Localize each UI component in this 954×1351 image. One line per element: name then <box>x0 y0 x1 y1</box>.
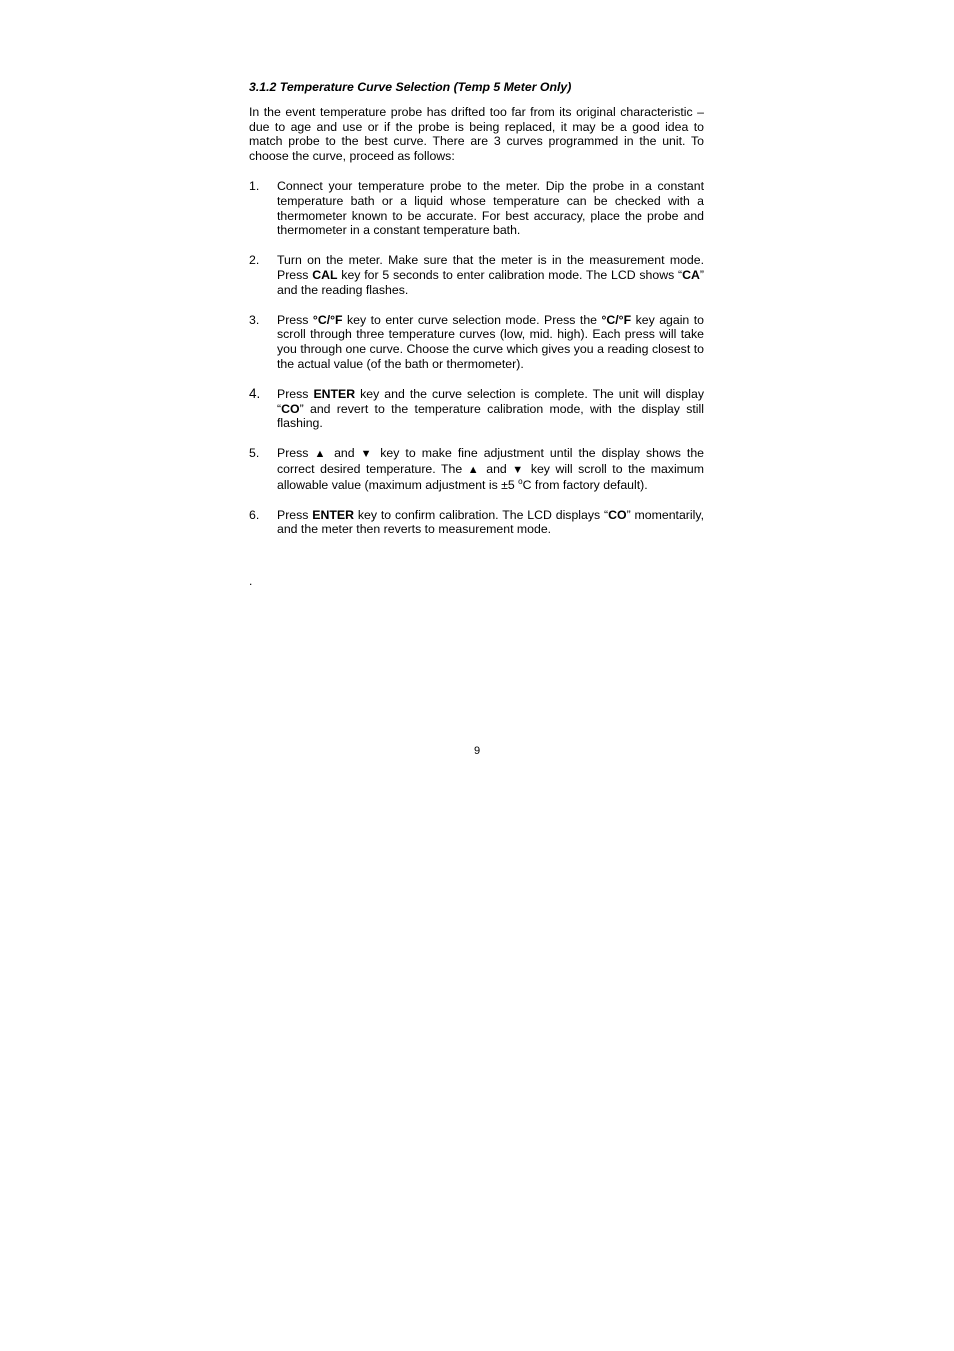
step-text: C from factory default). <box>522 477 648 492</box>
step-number: 4. <box>249 385 261 401</box>
step-number: 3. <box>249 312 260 327</box>
step-text: Press <box>277 446 315 461</box>
down-arrow-icon: ▼ <box>512 463 526 476</box>
step-number: 2. <box>249 253 260 268</box>
lcd-code: CO <box>281 401 300 416</box>
step-text: ” and revert to the temperature calibration mode, with the display still flashing. <box>277 401 704 431</box>
step-text: key to confirm calibration. The LCD displays “ <box>353 507 609 522</box>
key-label: ENTER <box>313 386 356 401</box>
step-text: key will scroll to the maximum allowable value (maximum adjustment is ±5 <box>277 461 705 492</box>
key-label: °C/°F <box>312 312 343 327</box>
step-text: Turn on the meter. Make sure that the meter is in the measurement mode. Press <box>277 253 704 282</box>
page-number: 9 <box>473 745 481 757</box>
up-arrow-icon: ▲ <box>314 448 329 461</box>
step-number: 1. <box>249 178 260 193</box>
manual-page <box>249 80 704 552</box>
steps-list <box>249 179 704 537</box>
degree-mark: o <box>518 476 523 486</box>
list-item <box>249 313 704 372</box>
intro-paragraph: In the event temperature probe has drifted too far from its original characteristic – due to age and use or if the probe is being replaced, it may be a good idea to match probe to the best curve. There are 3 curves programmed in the unit. To choose the curve, proceed as follows: <box>249 104 704 164</box>
step-text: and <box>480 461 513 476</box>
down-arrow-icon: ▼ <box>360 448 375 461</box>
step-number: 5. <box>249 446 260 461</box>
step-text: ” momentarily, and the meter then reverts to measurement mode. <box>277 507 705 537</box>
key-label: ENTER <box>312 507 354 522</box>
step-number: 6. <box>249 507 260 522</box>
list-item <box>249 508 704 538</box>
step-text: key again to scroll through three temperature curves (low, mid. high). Each press will take you through one curve. Choose the curve which gives you a reading closest to the actual value (of the bath or thermometer). <box>277 312 704 371</box>
lcd-code: CA <box>682 267 700 282</box>
step-text: key for 5 seconds to enter calibration mode. The LCD shows “ <box>337 267 683 282</box>
up-arrow-icon: ▲ <box>467 463 481 476</box>
step-text: Press <box>277 507 313 522</box>
step-text: key to enter curve selection mode. Press the <box>342 312 602 327</box>
key-label: °C/°F <box>601 312 632 327</box>
step-text: key to make fine adjustment until the display shows the correct desired temperature. The <box>277 446 704 476</box>
list-item <box>249 253 704 297</box>
step-text: key and the curve selection is complete. The unit will display “ <box>277 386 704 416</box>
step-text: Press <box>277 386 314 401</box>
step-text: and <box>328 446 361 461</box>
list-item <box>249 387 704 431</box>
step-text: Connect your temperature probe to the meter. Dip the probe in a constant temperature bath or a liquid whose temperature can be checked with a thermometer known to be accurate. For best accuracy, place the probe and thermometer in a constant temperature bath. <box>277 178 704 238</box>
list-item <box>249 179 704 238</box>
list-item <box>249 446 704 492</box>
step-text: ” and the reading flashes. <box>277 267 704 297</box>
lcd-code: CO <box>608 507 627 522</box>
step-text: Press <box>277 312 313 327</box>
stray-period: . <box>249 574 253 588</box>
section-heading: 3.1.2 Temperature Curve Selection (Temp 5 Meter Only) <box>249 80 572 94</box>
key-label: CAL <box>312 267 338 282</box>
